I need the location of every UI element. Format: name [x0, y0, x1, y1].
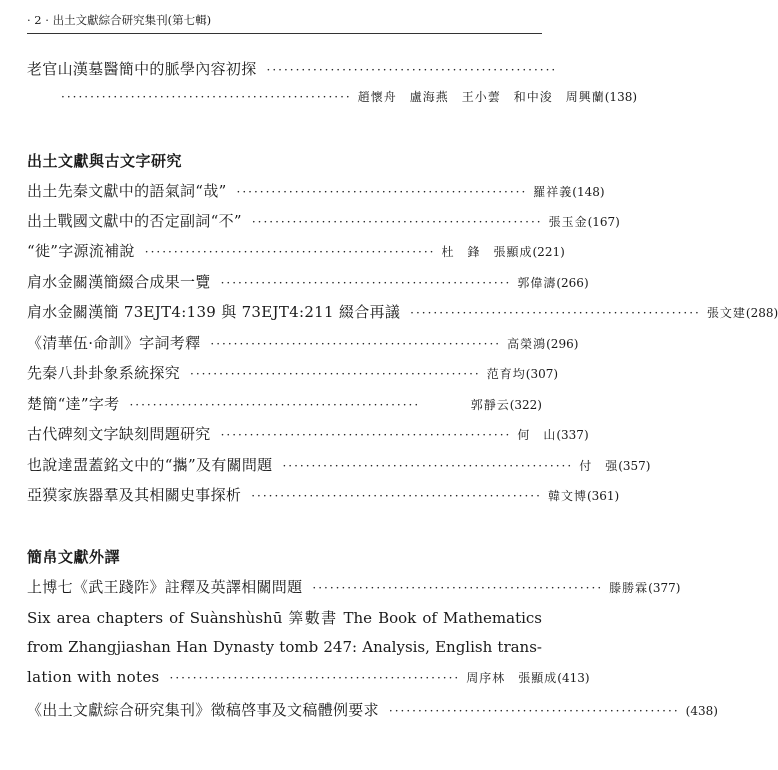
english-entry-line-1[interactable]: Six area chapters of Suànshùshū 筭數書 The Book of Mathematics	[27, 609, 542, 627]
toc-entry[interactable]	[27, 454, 651, 476]
entry-page: (266)	[556, 276, 589, 290]
entry-page: (138)	[604, 90, 638, 104]
toc-entry[interactable]	[27, 332, 579, 354]
entry-title: 古代碑刻文字缺刻問題研究	[27, 425, 211, 443]
toc-entry[interactable]	[27, 271, 589, 293]
entry-author: 張玉金	[548, 215, 588, 229]
toc-entry-continuation[interactable]	[27, 88, 638, 110]
entry-title: “徙”字源流補說	[27, 242, 135, 260]
entry-author: 杜 鋒 張顯成	[441, 245, 533, 259]
leader-dots: ··················································	[144, 245, 436, 259]
entry-authors: 周序林 張顯成	[466, 671, 558, 685]
entry-author: 郭偉濤	[517, 276, 557, 290]
toc-entry[interactable]	[27, 301, 778, 323]
entry-title: 肩水金關漢簡 73EJT4:139 與 73EJT4:211 綴合再議	[27, 303, 401, 321]
entry-author: 郭靜云	[470, 398, 510, 412]
entry-title: 出土戰國文獻中的否定副詞“不”	[27, 212, 242, 230]
running-header: · 2 · 出土文獻綜合研究集刊(第七輯)	[27, 9, 542, 34]
leader-dots: ··················································	[190, 367, 481, 381]
entry-page: (167)	[587, 215, 620, 229]
leader-dots: ··················································	[169, 671, 461, 685]
entry-page: (296)	[546, 337, 579, 351]
leader-dots: ··················································	[61, 90, 352, 104]
entry-title: 楚簡“逹”字考	[27, 395, 120, 413]
entry-page: (438)	[685, 704, 718, 718]
toc-entry[interactable]	[27, 362, 559, 384]
leader-dots: ··················································	[220, 276, 512, 290]
entry-title: 肩水金關漢簡綴合成果一覽	[27, 273, 211, 291]
leader-dots: ··················································	[312, 581, 604, 595]
section-heading: 出土文獻與古文字研究	[27, 152, 183, 170]
toc-entry[interactable]	[27, 576, 681, 598]
entry-page: (307)	[525, 367, 559, 381]
entry-author: 韓文博	[547, 489, 587, 503]
entry-author: 滕勝霖	[609, 581, 649, 595]
section-heading: 簡帛文獻外譯	[27, 548, 121, 566]
entry-authors: 趙懷舟 盧海燕 王小蕓 和中浚 周興蘭	[357, 90, 605, 104]
leader-dots: ··················································	[251, 489, 542, 503]
entry-title-continuation: lation with notes	[27, 668, 160, 686]
entry-page: (288)	[745, 306, 778, 320]
toc-entry[interactable]	[27, 210, 620, 232]
leader-dots: ··················································	[210, 337, 502, 351]
english-entry-line-3[interactable]	[27, 668, 590, 690]
leader-dots: ··················································	[236, 185, 528, 199]
leader-dots: ··················································	[220, 428, 512, 442]
entry-title: 老官山漢墓醫簡中的脈學內容初探	[27, 60, 257, 78]
toc-entry[interactable]	[27, 58, 558, 80]
entry-author: 羅祥義	[533, 185, 573, 199]
entry-page: (221)	[532, 245, 565, 259]
entry-title: 亞獏家族器羣及其相關史事探析	[27, 486, 242, 504]
entry-title: 先秦八卦卦象系統探究	[27, 364, 181, 382]
entry-page: (413)	[557, 671, 590, 685]
entry-title: 也說達盄蓋銘文中的“攜”及有關問題	[27, 456, 273, 474]
entry-title: 出土先秦文獻中的語氣詞“哉”	[27, 182, 227, 200]
entry-page: (337)	[556, 428, 589, 442]
leader-dots: ··················································	[282, 459, 574, 473]
entry-page: (361)	[586, 489, 620, 503]
entry-page: (322)	[509, 398, 542, 412]
entry-page: (148)	[572, 185, 605, 199]
entry-author: 張文建	[706, 306, 746, 320]
toc-entry[interactable]	[27, 484, 620, 506]
entry-author: 高榮鴻	[507, 337, 547, 351]
entry-author: 付 强	[579, 459, 619, 473]
leader-dots: ··················································	[251, 215, 543, 229]
toc-entry[interactable]	[27, 240, 565, 262]
leader-dots: ··················································	[410, 306, 701, 320]
entry-author: 何 山	[517, 428, 557, 442]
leader-dots: ··················································	[266, 63, 558, 77]
toc-entry[interactable]	[27, 393, 542, 415]
english-entry-line-2[interactable]: from Zhangjiashan Han Dynasty tomb 247: Analysis, English trans-	[27, 638, 542, 656]
entry-author: 范育均	[486, 367, 526, 381]
toc-entry[interactable]	[27, 699, 718, 721]
entry-title: 《出土文獻綜合研究集刊》徵稿啓事及文稿體例要求	[27, 701, 379, 719]
entry-title: 上博七《武王踐阼》註釋及英譯相關問題	[27, 578, 303, 596]
entry-title: 《清華伍·命訓》字詞考釋	[27, 334, 201, 352]
entry-page: (377)	[648, 581, 681, 595]
leader-dots: ··················································	[388, 704, 680, 718]
entry-page: (357)	[618, 459, 651, 473]
toc-entry[interactable]	[27, 180, 605, 202]
leader-dots: ··················································	[129, 398, 421, 412]
toc-entry[interactable]	[27, 423, 589, 445]
